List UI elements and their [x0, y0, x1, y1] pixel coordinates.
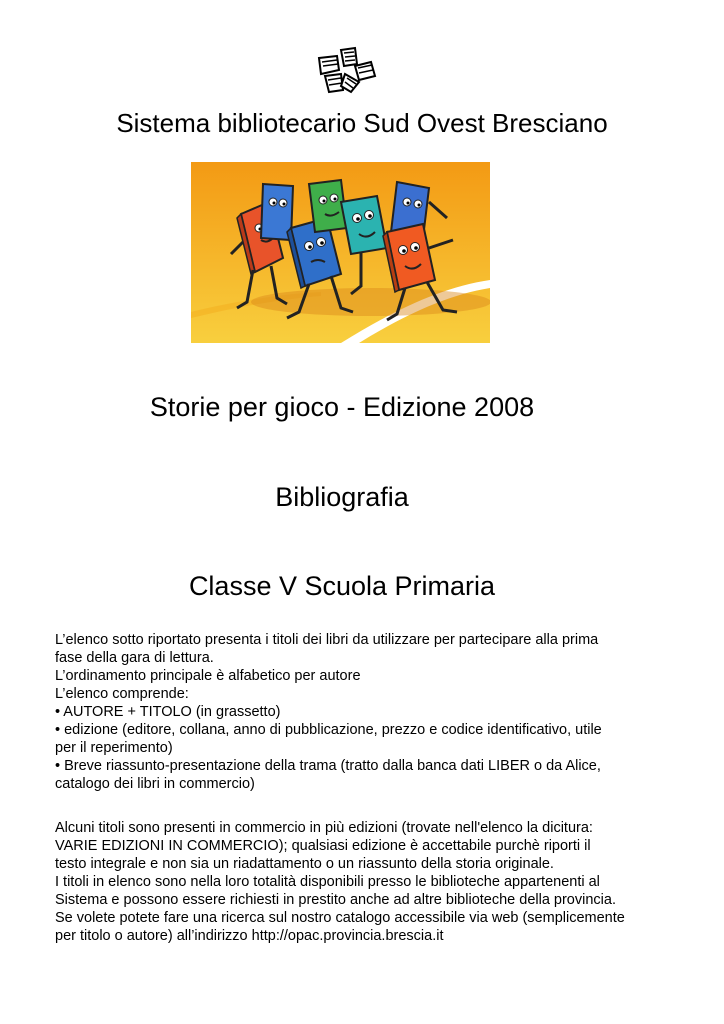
text-line: Alcuni titoli sono presenti in commercio in più edizioni (trovate nell'elenco la dicitura:	[55, 820, 593, 836]
competition-title: Storie per gioco - Edizione 2008	[149, 392, 535, 422]
intro-paragraph	[55, 631, 655, 793]
text-line: VARIE EDIZIONI IN COMMERCIO); qualsiasi edizione è accettabile purchè riporti il	[55, 838, 591, 854]
bullet-item: • Breve riassunto-presentazione della trama (tratto dalla banca dati LIBER o da Alice,	[55, 758, 601, 774]
running-books-illustration	[191, 162, 490, 343]
text-line: L’ordinamento principale è alfabetico per autore	[55, 668, 361, 684]
library-system-logo	[311, 44, 377, 94]
text-line: Se volete potete fare una ricerca sul nostro catalogo accessibile via web (semplicemente	[55, 910, 625, 926]
text-line: fase della gara di lettura.	[55, 650, 214, 666]
text-line: testo integrale e non sia un riadattamento o un riassunto della storia originale.	[55, 856, 554, 872]
bullet-item: • edizione (editore, collana, anno di pubblicazione, prezzo e codice identificativo, utile	[55, 722, 602, 738]
text-line: I titoli in elenco sono nella loro totalità disponibili presso le biblioteche appartenenti al	[55, 874, 600, 890]
class-heading: Classe V Scuola Primaria	[188, 571, 496, 601]
bibliography-heading: Bibliografia	[275, 482, 409, 512]
organization-title: Sistema bibliotecario Sud Ovest Bresciano	[116, 108, 608, 138]
text-line: L’elenco comprende:	[55, 686, 189, 702]
text-line: per il reperimento)	[55, 740, 173, 756]
notes-paragraph	[55, 819, 655, 945]
text-line: per titolo o autore) all’indirizzo http://opac.provincia.brescia.it	[55, 928, 444, 944]
text-line: Sistema e possono essere richiesti in prestito anche ad altre biblioteche della provincia.	[55, 892, 616, 908]
text-line: catalogo dei libri in commercio)	[55, 776, 255, 792]
text-line: L’elenco sotto riportato presenta i titoli dei libri da utilizzare per partecipare alla prima	[55, 632, 599, 648]
bullet-item: • AUTORE + TITOLO (in grassetto)	[55, 704, 281, 720]
books-pinwheel-icon	[311, 44, 377, 94]
